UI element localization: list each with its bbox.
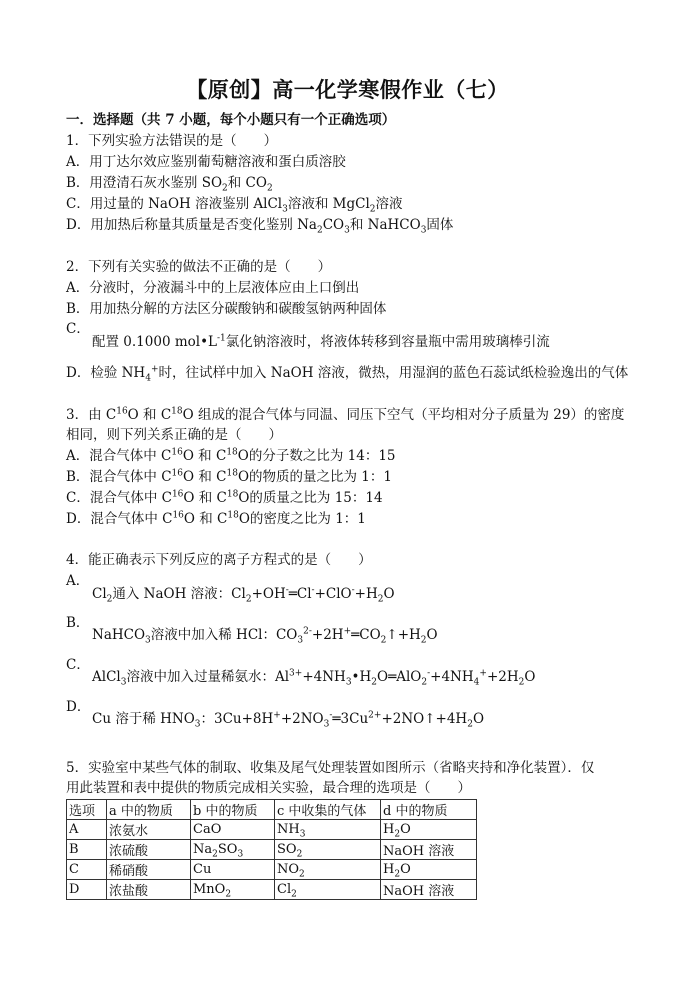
q3-option-c: C．混合气体中 $C^{16}O$ 和 $C^{18}O$的质量之比为 15：14	[66, 489, 383, 506]
table-cell: Cu	[191, 860, 275, 880]
table-header-cell: c 中收集的气体	[275, 800, 381, 820]
table-row	[67, 880, 477, 900]
q2-option-c-label: C．	[66, 321, 90, 337]
table-cell: B	[67, 840, 107, 860]
q5-stem-line2: 用此装置和表中提供的物质完成相关实验，最合理的选项是（ ）	[66, 780, 471, 796]
table-header-row	[67, 800, 477, 820]
q2-stem: 2．下列有关实验的做法不正确的是（ ）	[66, 259, 332, 275]
table-row	[67, 820, 477, 840]
q4-option-d-label: D．	[66, 699, 91, 715]
table-row	[67, 860, 477, 880]
table-cell: D	[67, 880, 107, 900]
table-cell: CaO	[191, 820, 275, 840]
table-cell: $H_2O$	[381, 860, 477, 880]
page-title: 【原创】高一化学寒假作业（七）	[186, 78, 509, 102]
table-cell: $SO_2$	[275, 840, 381, 860]
table-cell: 浓盐酸	[107, 880, 191, 900]
q1-option-c: C．用过量的 NaOH 溶液鉴别 AlCl$_3$溶液和 MgCl$_2$溶液	[66, 196, 403, 215]
q4-option-a-label: A．	[66, 573, 90, 589]
q1-option-a: A．用丁达尔效应鉴别葡萄糖溶液和蛋白质溶胶	[66, 154, 346, 170]
section-heading: 一．选择题（共 7 小题，每个小题只有一个正确选项）	[66, 112, 396, 128]
table-cell: 浓氨水	[107, 820, 191, 840]
q2-option-c: 配置 0.1000 $mol•L^{-1}$氯化钠溶液时，将液体转移到容量瓶中需用玻璃棒引流	[92, 333, 550, 350]
table-cell: 稀硝酸	[107, 860, 191, 880]
q4-stem: 4．能正确表示下列反应的离子方程式的是（ ）	[66, 552, 372, 568]
table-header-cell: a 中的物质	[107, 800, 191, 820]
q2-option-b: B．用加热分解的方法区分碳酸钠和碳酸氢钠两种固体	[66, 301, 387, 317]
table-cell: $H_2O$	[381, 820, 477, 840]
table-cell: 浓硫酸	[107, 840, 191, 860]
table-header-cell: d 中的物质	[381, 800, 477, 820]
table-cell: NaOH 溶液	[381, 880, 477, 900]
q5-options-table	[66, 799, 477, 900]
q5-stem-line1: 5．实验室中某些气体的制取、收集及尾气处理装置如图所示（省略夹持和净化装置）．仅	[66, 760, 595, 776]
q4-option-c: AlCl$_3$溶液中加入过量稀氨水：$Al^{3+}+4NH_3•H_2O═AlO_2^-+4NH_4^++2H_2O$	[92, 668, 536, 688]
table-header-cell: 选项	[67, 800, 107, 820]
q4-option-a: $Cl_2$通入 NaOH 溶液：$Cl_2+OH^-═Cl^-+ClO^-+H_2O$	[92, 585, 395, 605]
q2-option-d: D．检验 $NH_4^+$时，往试样中加入 NaOH 溶液，微热，用湿润的蓝色石蕊试纸检验逸出的气体	[66, 364, 629, 384]
table-cell: A	[67, 820, 107, 840]
table-cell: $Na_2SO_3$	[191, 840, 275, 860]
q3-option-d: D．混合气体中 $C^{16}O$ 和 $C^{18}O$的密度之比为 1：1	[66, 510, 366, 527]
table-row	[67, 840, 477, 860]
q1-option-d: D．用加热后称量其质量是否变化鉴别 $Na_2CO_3$和 NaHCO$_3$固体	[66, 217, 454, 236]
q1-option-b: B．用澄清石灰水鉴别 $SO_2$和 $CO_2$	[66, 175, 273, 194]
q3-stem-line2: 相同，则下列关系正确的是（ ）	[66, 427, 282, 443]
table-cell: NaOH 溶液	[381, 840, 477, 860]
table-cell: $Cl_2$	[275, 880, 381, 900]
table-cell: C	[67, 860, 107, 880]
table-cell: $NO_2$	[275, 860, 381, 880]
q4-option-b: NaHCO$_3$溶液中加入稀 HCl：$CO_3^{2-}+2H^+═CO_2↑+H_2O$	[92, 626, 438, 646]
q3-option-b: B．混合气体中 $C^{16}O$ 和 $C^{18}O$的物质的量之比为 1：1	[66, 468, 392, 485]
q1-stem: 1．下列实验方法错误的是（ ）	[66, 133, 278, 149]
q4-option-c-label: C．	[66, 657, 90, 673]
q4-option-d: Cu 溶于稀 $HNO_3$：$3Cu+8H^++2NO_3^-═3Cu^{2+}+2NO↑+4H_2O$	[92, 710, 485, 730]
table-cell: $NH_3$	[275, 820, 381, 840]
table-header-cell: b 中的物质	[191, 800, 275, 820]
q3-stem-line1: 3．由 $C^{16}O$ 和 $C^{18}O$ 组成的混合气体与同温、同压下空气（平均相对分子质量为 29）的密度	[66, 406, 625, 423]
q2-option-a: A．分液时，分液漏斗中的上层液体应由上口倒出	[66, 280, 360, 296]
q4-option-b-label: B．	[66, 615, 90, 631]
q3-option-a: A．混合气体中 $C^{16}O$ 和 $C^{18}O$的分子数之比为 14：15	[66, 447, 396, 464]
table-cell: MnO$_2$	[191, 880, 275, 900]
